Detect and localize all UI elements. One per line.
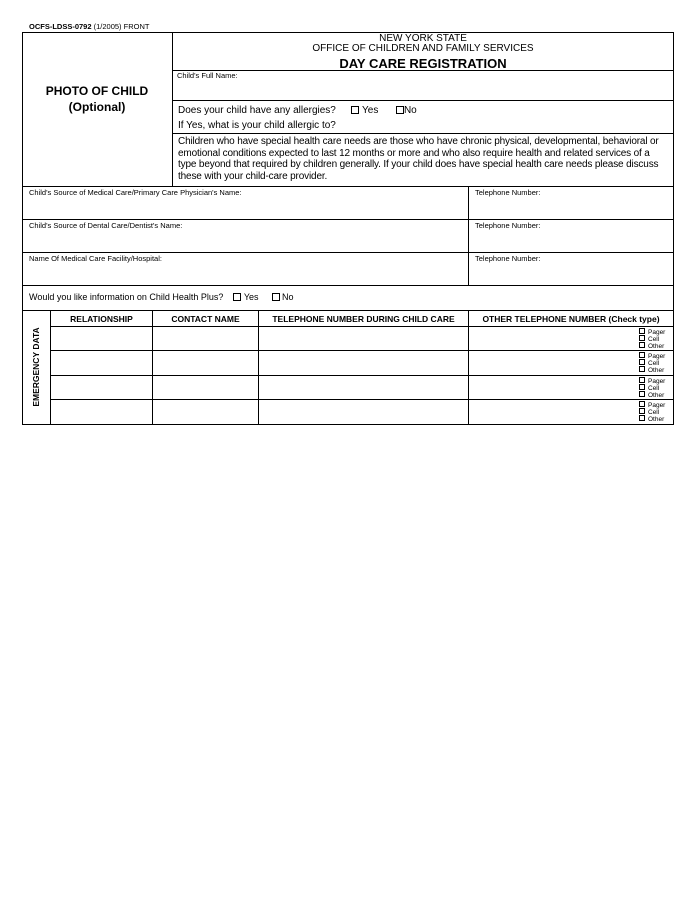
cell-label: Cell [648,409,660,416]
form-version: (1/2005) [93,22,122,31]
health-plus-question: Would you like information on Child Health Plus? [29,292,224,302]
cell-label: Cell [648,336,660,343]
health-plus-no-checkbox[interactable] [272,293,280,301]
emergency-relationship-3[interactable] [51,376,152,399]
other-label: Other [648,392,665,399]
emergency-side-label: EMERGENCY DATA [31,327,41,407]
medical-care-field[interactable] [23,197,467,218]
dental-care-label: Child's Source of Dental Care/Dentist's Name: [29,221,183,230]
pager-label: Pager [648,402,666,409]
other-checkbox[interactable] [639,342,645,348]
other-label: Other [648,343,665,350]
allergy-question-row [178,105,417,116]
hospital-phone-field[interactable] [469,263,673,284]
hospital-phone-label: Telephone Number: [475,254,541,263]
emergency-phone-4[interactable] [259,400,468,423]
other-checkbox[interactable] [639,366,645,372]
medical-phone-field[interactable] [469,197,673,218]
other-label: Other [648,367,665,374]
form-id: OCFS-LDSS-0792 [29,22,92,31]
state-name: NEW YORK STATE [379,33,467,44]
emergency-other-phone-3[interactable] [469,376,634,399]
medical-phone-label: Telephone Number: [475,188,541,197]
col-phone-during-care: TELEPHONE NUMBER DURING CHILD CARE [272,314,455,324]
pager-checkbox[interactable] [639,377,645,383]
emergency-contact-name-1[interactable] [153,327,258,350]
pager-label: Pager [648,329,666,336]
other-checkbox[interactable] [639,415,645,421]
phone-type-other-4[interactable] [639,415,664,423]
health-plus-row [29,292,294,302]
child-name-field[interactable] [173,80,673,99]
dental-phone-label: Telephone Number: [475,221,541,230]
pager-label: Pager [648,353,666,360]
child-name-label: Child's Full Name: [177,71,238,80]
allergy-no-checkbox[interactable] [396,106,404,114]
health-plus-yes-checkbox[interactable] [233,293,241,301]
allergy-followup: If Yes, what is your child allergic to? [178,120,336,131]
allergy-no-label: No [403,105,417,116]
health-plus-no-label: No [282,292,294,302]
emergency-contact-name-4[interactable] [153,400,258,423]
emergency-other-phone-4[interactable] [469,400,634,423]
emergency-phone-2[interactable] [259,351,468,374]
pager-checkbox[interactable] [639,352,645,358]
allergy-details-field[interactable] [340,118,673,132]
col-relationship: RELATIONSHIP [70,314,133,324]
dental-phone-field[interactable] [469,230,673,251]
allergy-yes-checkbox[interactable] [351,106,359,114]
cell-label: Cell [648,360,660,367]
special-needs-text: Children who have special health care needs are those who have chronic physical, developmental, behavioral or emotional conditions expected to last 12 months or more and who also require health and related services of a type beyond that required by children generally. If your child does have special health care needs please discuss these with your child-care provider. [178,136,659,183]
pager-checkbox[interactable] [639,328,645,334]
emergency-phone-1[interactable] [259,327,468,350]
emergency-relationship-4[interactable] [51,400,152,423]
form-side: FRONT [123,22,150,31]
photo-note: (Optional) [68,100,126,114]
page-title: DAY CARE REGISTRATION [339,56,507,71]
emergency-relationship-1[interactable] [51,327,152,350]
allergy-question: Does your child have any allergies? [178,105,336,116]
form-id-line [29,22,150,31]
health-plus-yes-label: Yes [243,292,259,302]
cell-checkbox[interactable] [639,384,645,390]
phone-type-other-3[interactable] [639,391,664,399]
emergency-other-phone-1[interactable] [469,327,634,350]
emergency-relationship-2[interactable] [51,351,152,374]
hospital-field[interactable] [23,263,467,284]
photo-area[interactable] [23,33,171,186]
phone-type-other-2[interactable] [639,366,664,374]
emergency-contact-name-2[interactable] [153,351,258,374]
photo-label: PHOTO OF CHILD [45,84,149,98]
other-checkbox[interactable] [639,391,645,397]
emergency-phone-3[interactable] [259,376,468,399]
emergency-contact-name-3[interactable] [153,376,258,399]
hospital-label: Name Of Medical Care Facility/Hospital: [29,254,162,263]
medical-care-label: Child's Source of Medical Care/Primary Care Physician's Name: [29,188,242,197]
cell-checkbox[interactable] [639,408,645,414]
cell-checkbox[interactable] [639,359,645,365]
col-contact-name: CONTACT NAME [171,314,240,324]
pager-label: Pager [648,378,666,385]
cell-label: Cell [648,385,660,392]
emergency-other-phone-2[interactable] [469,351,634,374]
dental-care-field[interactable] [23,230,467,251]
pager-checkbox[interactable] [639,401,645,407]
col-other-phone: OTHER TELEPHONE NUMBER (Check type) [482,314,660,324]
phone-type-other-1[interactable] [639,342,664,350]
allergy-yes-label: Yes [362,105,379,116]
cell-checkbox[interactable] [639,335,645,341]
agency-name: OFFICE OF CHILDREN AND FAMILY SERVICES [312,43,534,54]
other-label: Other [648,416,665,423]
